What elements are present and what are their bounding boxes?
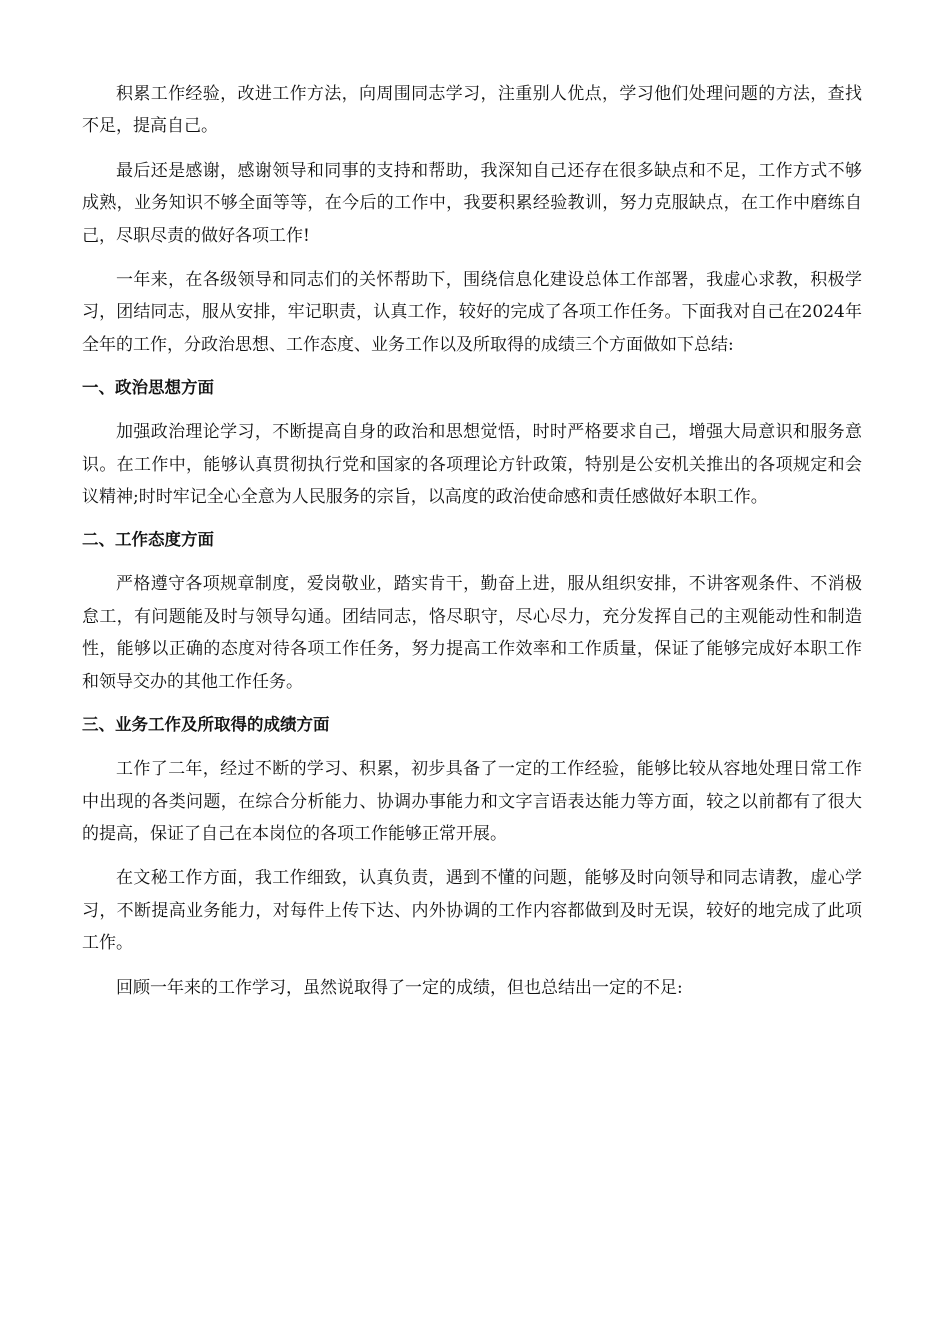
paragraph: 最后还是感谢，感谢领导和同事的支持和帮助，我深知自己还存在很多缺点和不足，工作方式不够成熟，业务知识不够全面等等，在今后的工作中，我要积累经验教训，努力克服缺点，在工作中磨练自己，尽职尽责的做好各项工作! <box>82 160 862 246</box>
paragraph: 在文秘工作方面，我工作细致，认真负责，遇到不懂的问题，能够及时向领导和同志请教，虚心学习，不断提高业务能力，对每件上传下达、内外协调的工作内容都做到及时无误，较好的地完成了此项工作。 <box>82 868 862 954</box>
paragraph: 回顾一年来的工作学习，虽然说取得了一定的成绩，但也总结出一定的不足: <box>116 977 683 998</box>
section-heading-work-attitude: 二、工作态度方面 <box>82 530 214 550</box>
section-heading-political-thought: 一、政治思想方面 <box>82 378 214 398</box>
paragraph: 严格遵守各项规章制度，爱岗敬业，踏实肯干，勤奋上进，服从组织安排，不讲客观条件、不消极怠工，有问题能及时与领导勾通。团结同志，恪尽职守，尽心尽力，充分发挥自己的主观能动性和制造性，能够以正确的态度对待各项工作任务，努力提高工作效率和工作质量，保证了能够完成好本职工作和领导交办的其他工作任务。 <box>82 574 862 692</box>
paragraph: 加强政治理论学习，不断提高自身的政治和思想觉悟，时时严格要求自己，增强大局意识和服务意识。在工作中，能够认真贯彻执行党和国家的各项理论方针政策，特别是公安机关推出的各项规定和会议精神;时时牢记全心全意为人民服务的宗旨，以高度的政治使命感和责任感做好本职工作。 <box>82 422 862 508</box>
document-body <box>82 78 862 1016</box>
paragraph: 一年来，在各级领导和同志们的关怀帮助下，围绕信息化建设总体工作部署，我虚心求教，积极学习，团结同志，服从安排，牢记职责，认真工作，较好的完成了各项工作任务。下面我对自己在2024年全年的工作，分政治思想、工作态度、业务工作以及所取得的成绩三个方面做如下总结: <box>82 270 862 355</box>
section-heading-business-achievements: 三、业务工作及所取得的成绩方面 <box>82 715 330 735</box>
paragraph: 工作了二年，经过不断的学习、积累，初步具备了一定的工作经验，能够比较从容地处理日常工作中出现的各类问题，在综合分析能力、协调办事能力和文字言语表达能力等方面，较之以前都有了很大的提高，保证了自己在本岗位的各项工作能够正常开展。 <box>82 759 862 844</box>
paragraph: 积累工作经验，改进工作方法，向周围同志学习，注重别人优点，学习他们处理问题的方法，查找不足，提高自己。 <box>82 84 862 137</box>
